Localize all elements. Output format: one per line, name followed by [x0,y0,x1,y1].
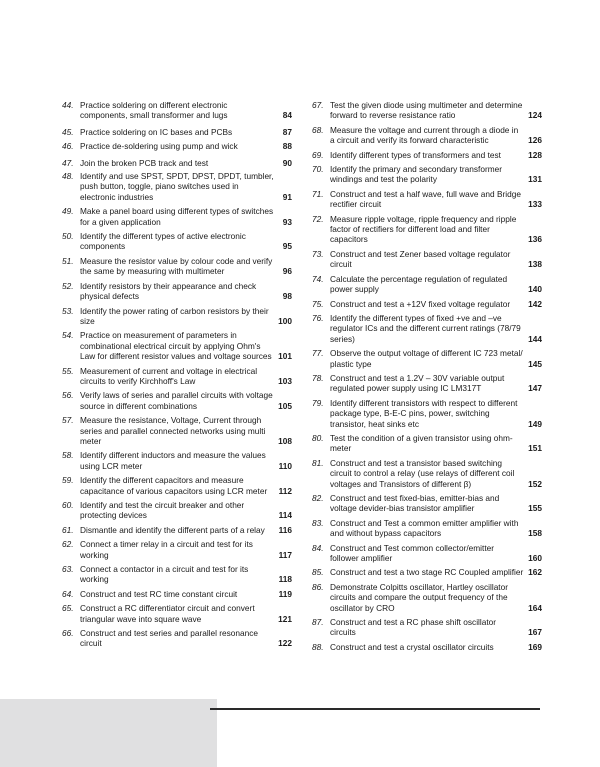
toc-entry [62,206,292,227]
toc-entry [312,458,542,489]
toc-entry-title: Identify the different capacitors and measure capacitance of various capacitors using LCR meter [80,475,268,496]
toc-entry-number: 85. [312,567,324,578]
toc-entry-title: Construct and test a crystal oscillator circuits [330,641,494,652]
toc-entry [312,433,542,454]
toc-entry [312,642,542,652]
toc-entry-page: 167 [528,627,542,638]
toc-entry-number: 84. [312,542,324,553]
toc-entry-page: 169 [528,641,542,652]
toc-entry-page: 124 [528,110,542,121]
toc-entry-page: 158 [528,528,542,539]
toc-entry-title: Identify the different types of fixed +ve and –ve regulator ICs and the different current ratings (78/79 series) [330,312,521,344]
toc-entry-title: Construct and test fixed-bias, emitter-bias and voltage devider-bias transistor amplifier [330,493,500,514]
toc-entry [62,330,292,361]
toc-entry [312,617,542,638]
toc-entry-page: 119 [278,588,292,599]
toc-entry-title: Make a panel board using different types of switches for a given application [80,206,274,227]
toc-entry-number: 53. [62,305,74,316]
toc-entry-number: 61. [62,524,74,535]
toc-entry [62,500,292,521]
toc-entry-title: Identify and test the circuit breaker and other protecting devices [80,500,245,521]
toc-entry-page: 118 [278,574,292,585]
toc-entry-title: Identify the primary and secondary transformer windings and test the polarity [330,164,503,185]
toc-entry-page: 116 [278,524,292,535]
toc-entry-page: 136 [528,234,542,245]
toc-entry-number: 69. [312,149,324,160]
toc-entry [312,543,542,564]
toc-entry-title: Construct and test RC time constant circuit [80,588,238,599]
toc-entry-number: 75. [312,298,324,309]
toc-entry-page: 114 [278,510,292,521]
toc-entry-title: Identify the power rating of carbon resistors by their size [80,305,269,326]
toc-entry-title: Identify resistors by their appearance and check physical defects [80,280,257,302]
toc-entry-page: 142 [528,298,542,309]
toc-entry [62,589,292,599]
toc-entry-number: 51. [62,255,74,266]
toc-entry-title: Measurement of current and voltage in electrical circuits to verify Kirchhoff's Law [80,365,258,386]
toc-entry-number: 44. [62,100,74,110]
toc-entry-title: Identify the different types of active electronic components [80,231,246,252]
toc-entry-title: Construct a RC differentiator circuit and convert triangular wave into square wave [80,603,255,624]
toc-entry-number: 59. [62,475,74,486]
toc-entry-number: 49. [62,206,74,217]
toc-entry-page: 152 [528,478,542,489]
toc-entry-page: 100 [278,315,292,326]
toc-entry-page: 93 [282,216,292,227]
toc-entry [312,493,542,514]
toc-entry-title: Construct and test a half wave, full wave and Bridge rectifier circuit [330,188,521,210]
toc-entry-title: Measure the resistor value by colour code and verify the same by measuring with multimeter [80,255,273,277]
toc-entry-title: Construct and Test common collector/emitter follower amplifier [330,542,495,564]
toc-entry [62,256,292,277]
toc-entry [312,582,542,613]
toc-entry-page: 91 [282,191,292,202]
toc-entry [312,189,542,210]
toc-column-right [312,100,542,652]
toc-entry-title: Connect a timer relay in a circuit and test for its working [80,539,253,560]
toc-entry-title: Practice soldering on different electronic components, small transformer and lugs [80,100,228,121]
toc-entry-page: 164 [528,602,542,613]
toc-entry-title: Construct and test a +12V fixed voltage regulator [330,298,511,309]
toc-entry [62,475,292,496]
toc-entry [62,100,292,121]
toc-entry-number: 80. [312,432,324,443]
toc-entry-number: 54. [62,330,74,341]
toc-entry [62,525,292,535]
toc-entry-title: Calculate the percentage regulation of regulated power supply [330,273,508,295]
toc-entry [312,164,542,185]
toc-entry [62,231,292,252]
toc-entry-number: 70. [312,164,324,175]
toc-entry-title: Practice soldering on IC bases and PCBs [80,126,233,137]
toc-entry [62,306,292,327]
toc-entry-number: 88. [312,641,324,652]
toc-entry-number: 82. [312,493,324,503]
toc-entry-number: 63. [62,564,74,575]
toc-entry-number: 67. [312,100,324,110]
toc-entry-page: 128 [528,149,542,160]
toc-entry-page: 90 [282,157,292,168]
toc-entry-title: Demonstrate Colpitts oscillator, Hartley oscillator circuits and compare the output frequency of the oscillator by CRO [330,581,508,613]
toc-entry-page: 155 [528,503,542,514]
toc-entry-page: 112 [278,485,292,496]
toc-entry-page: 98 [282,291,292,302]
toc-entry-number: 87. [312,617,324,628]
toc-entry-page: 87 [282,126,292,137]
toc-entry [312,518,542,539]
toc-entry-title: Identify and use SPST, SPDT, DPST, DPDT, tumbler, push button, toggle, piano switches used in electronic industries [80,171,274,202]
toc-entry [62,603,292,624]
toc-entry-page: 131 [528,174,542,185]
toc-entry-page: 96 [282,266,292,277]
toc-entry [62,127,292,137]
toc-entry-page: 95 [282,241,292,252]
toc-entry-page: 145 [528,358,542,369]
toc-entry-number: 46. [62,141,74,152]
toc-entry-number: 48. [62,171,74,182]
toc-entry-title: Construct and test a 1.2V – 30V variable output regulated power supply using IC LM317T [330,372,505,394]
toc-entry-page: 138 [528,259,542,270]
toc-entry-page: 88 [282,141,292,152]
toc-entry [312,373,542,394]
toc-entry [312,567,542,577]
toc-entry-number: 71. [312,188,324,199]
footer-gray-band [0,699,217,767]
toc-entry-number: 60. [62,500,74,510]
toc-entry [312,100,542,121]
toc-entry [62,564,292,585]
toc-entry [62,450,292,471]
toc-entry-page: 140 [528,284,542,295]
toc-entry-number: 81. [312,457,324,468]
toc-entry-number: 77. [312,348,324,359]
toc-entry-title: Practice on measurement of parameters in combinational electrical circuit by applying Ohm's Law for different resistor values and voltage sources [80,330,272,362]
toc-entry-number: 64. [62,588,74,599]
toc-entry [62,628,292,649]
toc-entry-number: 56. [62,390,74,401]
toc-entry [62,158,292,168]
toc-entry-number: 74. [312,273,324,284]
toc-entry [312,299,542,309]
footer-rule [210,708,540,710]
toc-entry-title: Construct and test a RC phase shift oscillator circuits [330,617,497,638]
toc-entry [312,313,542,344]
toc-entry [312,214,542,245]
toc-entry-number: 62. [62,539,74,550]
toc-entry [312,398,542,429]
toc-entry-page: 117 [278,549,292,560]
toc-entry-page: 84 [282,110,292,121]
toc-entry-title: Connect a contactor in a circuit and test for its working [80,564,249,585]
toc-entry [312,249,542,270]
toc-entry-page: 105 [278,400,292,411]
toc-entry-number: 68. [312,124,324,135]
toc-entry-number: 86. [312,581,324,592]
toc-entry-title: Dismantle and identify the different parts of a relay [80,524,265,535]
toc-entry [62,539,292,560]
toc-entry [62,141,292,151]
toc-entry-page: 121 [278,613,292,624]
toc-entry-number: 73. [312,248,324,259]
toc-entry-page: 122 [278,638,292,649]
toc-entry-page: 126 [528,135,542,146]
toc-entry-page: 160 [528,553,542,564]
toc-entry [62,281,292,302]
toc-entry-title: Construct and Test a common emitter amplifier with and without bypass capacitors [330,517,519,539]
toc-entry-number: 47. [62,157,74,168]
toc-entry-number: 66. [62,628,74,639]
toc-entry-title: Identify different inductors and measure the values using LCR meter [80,450,266,471]
toc-entry [62,415,292,446]
toc-entry-page: 103 [278,375,292,386]
toc-entry-page: 151 [528,443,542,454]
toc-entry-number: 65. [62,603,74,614]
toc-entry-title: Test the given diode using multimeter and determine forward to reverse resistance ratio [330,100,523,121]
toc-entry [312,150,542,160]
toc-entry-title: Join the broken PCB track and test [80,157,209,168]
toc-entry-page: 110 [278,460,292,471]
toc-entry-page: 133 [528,199,542,210]
toc-entry-title: Verify laws of series and parallel circuits with voltage source in different combinations [80,390,273,411]
toc-entry-title: Identify different transistors with respect to different package type, B-E-C pins, power, switching transistor, heat sinks etc [330,397,518,429]
toc-entry-number: 45. [62,126,74,137]
toc-entry-number: 83. [312,517,324,528]
toc-entry-number: 79. [312,397,324,408]
toc-column-left [62,100,292,649]
toc-entry [62,390,292,411]
toc-entry [62,366,292,387]
toc-entry-title: Construct and test Zener based voltage regulator circuit [330,248,511,270]
toc-entry-title: Measure the voltage and current through a diode in a circuit and verify its forward characteristic [330,124,519,146]
toc-entry-title: Practice de-soldering using pump and wick [80,141,238,152]
toc-entry-page: 149 [528,418,542,429]
toc-entry-title: Test the condition of a given transistor using ohm-meter [330,432,513,454]
toc-entry-title: Measure ripple voltage, ripple frequency and ripple factor of rectifiers for different load and filter capacitors [330,213,517,245]
toc-entry-title: Identify different types of transformers and test [330,149,501,160]
toc-entry-page: 162 [528,567,542,578]
toc-entry-title: Construct and test a two stage RC Coupled amplifier [330,567,524,578]
toc-entry-page: 147 [528,383,542,394]
toc-entry-title: Construct and test a transistor based switching circuit to control a relay (use relays of different coil voltages and Transistors of different β) [330,457,515,489]
toc-entry [312,125,542,146]
toc-entry-title: Observe the output voltage of different IC 723 metal/ plastic type [330,348,523,369]
toc-entry-title: Construct and test series and parallel resonance circuit [80,628,259,649]
toc-entry-number: 72. [312,213,324,224]
toc-entry-number: 76. [312,312,324,323]
toc-entry-number: 58. [62,450,74,461]
toc-entry-title: Measure the resistance, Voltage, Current through series and parallel connected networks using multi meter [80,415,266,446]
toc-entry-number: 57. [62,415,74,426]
toc-entry-page: 144 [528,333,542,344]
toc-entry-number: 78. [312,372,324,383]
toc-entry-number: 55. [62,365,74,376]
toc-entry [312,274,542,295]
toc-entry [312,348,542,369]
toc-entry-page: 101 [278,351,292,362]
toc-entry-number: 50. [62,231,74,242]
toc-entry-number: 52. [62,280,74,291]
toc-entry [62,171,292,202]
toc-entry-page: 108 [278,435,292,446]
